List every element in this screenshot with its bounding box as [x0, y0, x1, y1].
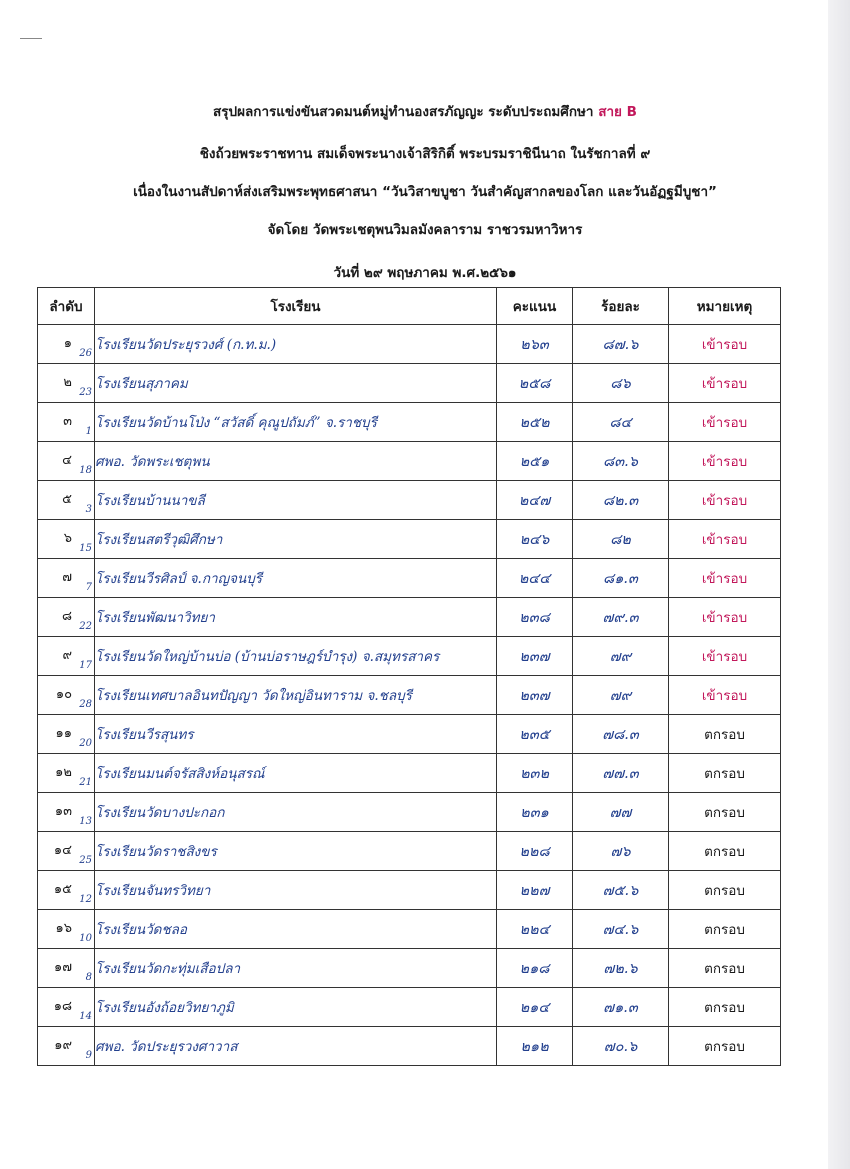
percent-value: ๘๑.๓ [573, 559, 669, 598]
rank-number: ๑๖ [55, 921, 72, 936]
score-value: ๒๕๘ [497, 364, 573, 403]
percent-value: ๗๙ [573, 676, 669, 715]
score-value: ๒๓๘ [497, 598, 573, 637]
status-note: เข้ารอบ [669, 364, 781, 403]
rank-cell [38, 559, 95, 598]
percent-value: ๘๒.๓ [573, 481, 669, 520]
score-value: ๒๔๗ [497, 481, 573, 520]
table-row [38, 793, 781, 832]
score-value: ๒๓๒ [497, 754, 573, 793]
percent-value: ๗๐.๖ [573, 1027, 669, 1066]
column-header-school: โรงเรียน [95, 288, 497, 325]
status-note: เข้ารอบ [669, 559, 781, 598]
rank-number: ๑๓ [54, 804, 72, 819]
status-note: ตกรอบ [669, 1027, 781, 1066]
score-value: ๒๑๔ [497, 988, 573, 1027]
entry-code: 17 [79, 660, 92, 671]
rank-cell [38, 793, 95, 832]
percent-value: ๘๔ [573, 403, 669, 442]
percent-value: ๘๖ [573, 364, 669, 403]
rank-number: ๑๕ [53, 882, 72, 897]
school-name: โรงเรียนสุภาคม [95, 364, 497, 403]
entry-code: 28 [79, 699, 92, 710]
school-name: ศพอ. วัดประยุรวงศาวาส [95, 1027, 497, 1066]
table-body [38, 325, 781, 1066]
score-value: ๒๓๕ [497, 715, 573, 754]
percent-value: ๗๔.๖ [573, 910, 669, 949]
percent-value: ๗๙.๓ [573, 598, 669, 637]
table-row [38, 832, 781, 871]
entry-code: 15 [79, 543, 92, 554]
school-name: โรงเรียนวัดประยุรวงศ์ (ก.ท.ม.) [95, 325, 497, 364]
table-row [38, 910, 781, 949]
rank-cell [38, 1027, 95, 1066]
trophy-line: ชิงถ้วยพระราชทาน สมเด็จพระนางเจ้าสิริกิติ์ พระบรมราชินีนาถ ในรัชกาลที่ ๙ [199, 146, 651, 162]
rank-cell [38, 403, 95, 442]
table-row [38, 481, 781, 520]
table-row [38, 559, 781, 598]
rank-cell [38, 910, 95, 949]
status-note: เข้ารอบ [669, 520, 781, 559]
entry-code: 3 [85, 504, 92, 515]
entry-code: 8 [85, 972, 92, 983]
table-row [38, 403, 781, 442]
title-line [0, 100, 850, 122]
percent-value: ๗๙ [573, 637, 669, 676]
rank-cell [38, 325, 95, 364]
rank-number: ๔ [62, 453, 72, 468]
rank-cell [38, 364, 95, 403]
score-value: ๒๒๔ [497, 910, 573, 949]
rank-number: ๑๔ [53, 843, 72, 858]
score-value: ๒๔๖ [497, 520, 573, 559]
school-name: โรงเรียนสตรีวุฒิศึกษา [95, 520, 497, 559]
status-note: ตกรอบ [669, 988, 781, 1027]
column-header-score: คะแนน [497, 288, 573, 325]
percent-value: ๘๗.๖ [573, 325, 669, 364]
percent-value: ๗๕.๖ [573, 871, 669, 910]
entry-code: 21 [79, 777, 92, 788]
rank-cell [38, 988, 95, 1027]
column-header-percent: ร้อยละ [573, 288, 669, 325]
rank-cell [38, 949, 95, 988]
score-value: ๒๕๒ [497, 403, 573, 442]
table-row [38, 871, 781, 910]
school-name: โรงเรียนวัดกะทุ่มเสือปลา [95, 949, 497, 988]
status-note: เข้ารอบ [669, 442, 781, 481]
school-name: โรงเรียนมนต์จรัสสิงห์อนุสรณ์ [95, 754, 497, 793]
entry-code: 13 [79, 816, 92, 827]
status-note: เข้ารอบ [669, 598, 781, 637]
status-note: เข้ารอบ [669, 676, 781, 715]
rank-number: ๑ [63, 336, 72, 351]
school-name: โรงเรียนวัดใหญ่บ้านบ่อ (บ้านบ่อราษฎร์บำรุง) จ.สมุทรสาคร [95, 637, 497, 676]
table-row [38, 988, 781, 1027]
status-note: เข้ารอบ [669, 481, 781, 520]
document-title: สรุปผลการแข่งขันสวดมนต์หมู่ทำนองสรภัญญะ ระดับประถมศึกษา [213, 104, 594, 120]
column-header-rank: ลำดับ [38, 288, 95, 325]
status-note: ตกรอบ [669, 871, 781, 910]
score-value: ๒๖๓ [497, 325, 573, 364]
table-row [38, 364, 781, 403]
division-label: สาย B [598, 104, 637, 120]
school-name: โรงเรียนวีรสุนทร [95, 715, 497, 754]
table-row [38, 520, 781, 559]
rank-number: ๑๙ [54, 1038, 72, 1053]
entry-code: 18 [79, 465, 92, 476]
table-row [38, 598, 781, 637]
percent-value: ๗๘.๓ [573, 715, 669, 754]
score-value: ๒๓๗ [497, 676, 573, 715]
table-row [38, 715, 781, 754]
score-value: ๒๑๒ [497, 1027, 573, 1066]
status-note: เข้ารอบ [669, 403, 781, 442]
school-name: โรงเรียนบ้านนาขลี [95, 481, 497, 520]
table-row [38, 442, 781, 481]
rank-number: ๗ [62, 570, 72, 585]
entry-code: 9 [85, 1050, 92, 1061]
rank-number: ๑๘ [53, 999, 72, 1014]
rank-cell [38, 520, 95, 559]
school-name: โรงเรียนเทศบาลอินทปัญญา วัดใหญ่อินทาราม จ.ชลบุรี [95, 676, 497, 715]
rank-number: ๖ [63, 531, 72, 546]
score-value: ๒๓๑ [497, 793, 573, 832]
school-name: โรงเรียนวัดบางปะกอก [95, 793, 497, 832]
rank-cell [38, 676, 95, 715]
rank-cell [38, 754, 95, 793]
percent-value: ๘๓.๖ [573, 442, 669, 481]
score-value: ๒๒๗ [497, 871, 573, 910]
table-row [38, 637, 781, 676]
status-note: ตกรอบ [669, 715, 781, 754]
score-value: ๒๒๘ [497, 832, 573, 871]
entry-code: 14 [79, 1011, 92, 1022]
table-header-row [38, 288, 781, 325]
results-table [37, 287, 781, 1066]
rank-cell [38, 871, 95, 910]
entry-code: 22 [79, 621, 92, 632]
rank-number: ๕ [62, 492, 72, 507]
rank-number: ๑๐ [55, 687, 72, 702]
entry-code: 26 [79, 348, 92, 359]
table-row [38, 1027, 781, 1066]
entry-code: 7 [85, 582, 92, 593]
rank-number: ๑๗ [53, 960, 72, 975]
entry-code: 12 [79, 894, 92, 905]
page-edge-shadow [828, 0, 850, 1169]
rank-cell [38, 442, 95, 481]
occasion-line: เนื่องในงานสัปดาห์ส่งเสริมพระพุทธศาสนา “วันวิสาขบูชา วันสำคัญสากลของโลก และวันอัฏฐมีบูชา” [133, 184, 717, 200]
entry-code: 1 [85, 426, 92, 437]
school-name: โรงเรียนวัดราชสิงขร [95, 832, 497, 871]
entry-code: 25 [79, 855, 92, 866]
percent-value: ๗๒.๖ [573, 949, 669, 988]
status-note: ตกรอบ [669, 793, 781, 832]
status-note: ตกรอบ [669, 949, 781, 988]
status-note: เข้ารอบ [669, 325, 781, 364]
rank-number: ๑๑ [55, 726, 72, 741]
school-name: ศพอ. วัดพระเชตุพน [95, 442, 497, 481]
school-name: โรงเรียนวัดบ้านโป่ง “สวัสดิ์ คุณูปถัมภ์” จ.ราชบุรี [95, 403, 497, 442]
scan-mark [20, 38, 42, 39]
rank-cell [38, 637, 95, 676]
school-name: โรงเรียนวีรศิลป์ จ.กาญจนบุรี [95, 559, 497, 598]
rank-number: ๓ [63, 414, 72, 429]
rank-cell [38, 598, 95, 637]
percent-value: ๗๑.๓ [573, 988, 669, 1027]
score-value: ๒๔๔ [497, 559, 573, 598]
rank-number: ๘ [61, 609, 72, 624]
table-row [38, 325, 781, 364]
school-name: โรงเรียนจันทรวิทยา [95, 871, 497, 910]
table-row [38, 676, 781, 715]
date-line: วันที่ ๒๙ พฤษภาคม พ.ศ.๒๕๖๑ [333, 265, 517, 281]
status-note: ตกรอบ [669, 910, 781, 949]
school-name: โรงเรียนวัดชลอ [95, 910, 497, 949]
percent-value: ๗๗ [573, 793, 669, 832]
school-name: โรงเรียนพัฒนาวิทยา [95, 598, 497, 637]
rank-cell [38, 832, 95, 871]
table-row [38, 754, 781, 793]
percent-value: ๗๖ [573, 832, 669, 871]
rank-number: ๑๒ [55, 765, 72, 780]
status-note: ตกรอบ [669, 832, 781, 871]
organizer-line: จัดโดย วัดพระเชตุพนวิมลมังคลาราม ราชวรมหาวิหาร [267, 222, 583, 238]
rank-cell [38, 715, 95, 754]
school-name: โรงเรียนอังถ้อยวิทยาภูมิ [95, 988, 497, 1027]
entry-code: 10 [79, 933, 92, 944]
table-row [38, 949, 781, 988]
entry-code: 20 [79, 738, 92, 749]
entry-code: 23 [79, 387, 92, 398]
status-note: เข้ารอบ [669, 637, 781, 676]
percent-value: ๘๒ [573, 520, 669, 559]
rank-number: ๒ [63, 375, 72, 390]
score-value: ๒๕๑ [497, 442, 573, 481]
rank-number: ๙ [62, 648, 72, 663]
rank-cell [38, 481, 95, 520]
score-value: ๒๑๘ [497, 949, 573, 988]
score-value: ๒๓๗ [497, 637, 573, 676]
percent-value: ๗๗.๓ [573, 754, 669, 793]
column-header-note: หมายเหตุ [669, 288, 781, 325]
status-note: ตกรอบ [669, 754, 781, 793]
